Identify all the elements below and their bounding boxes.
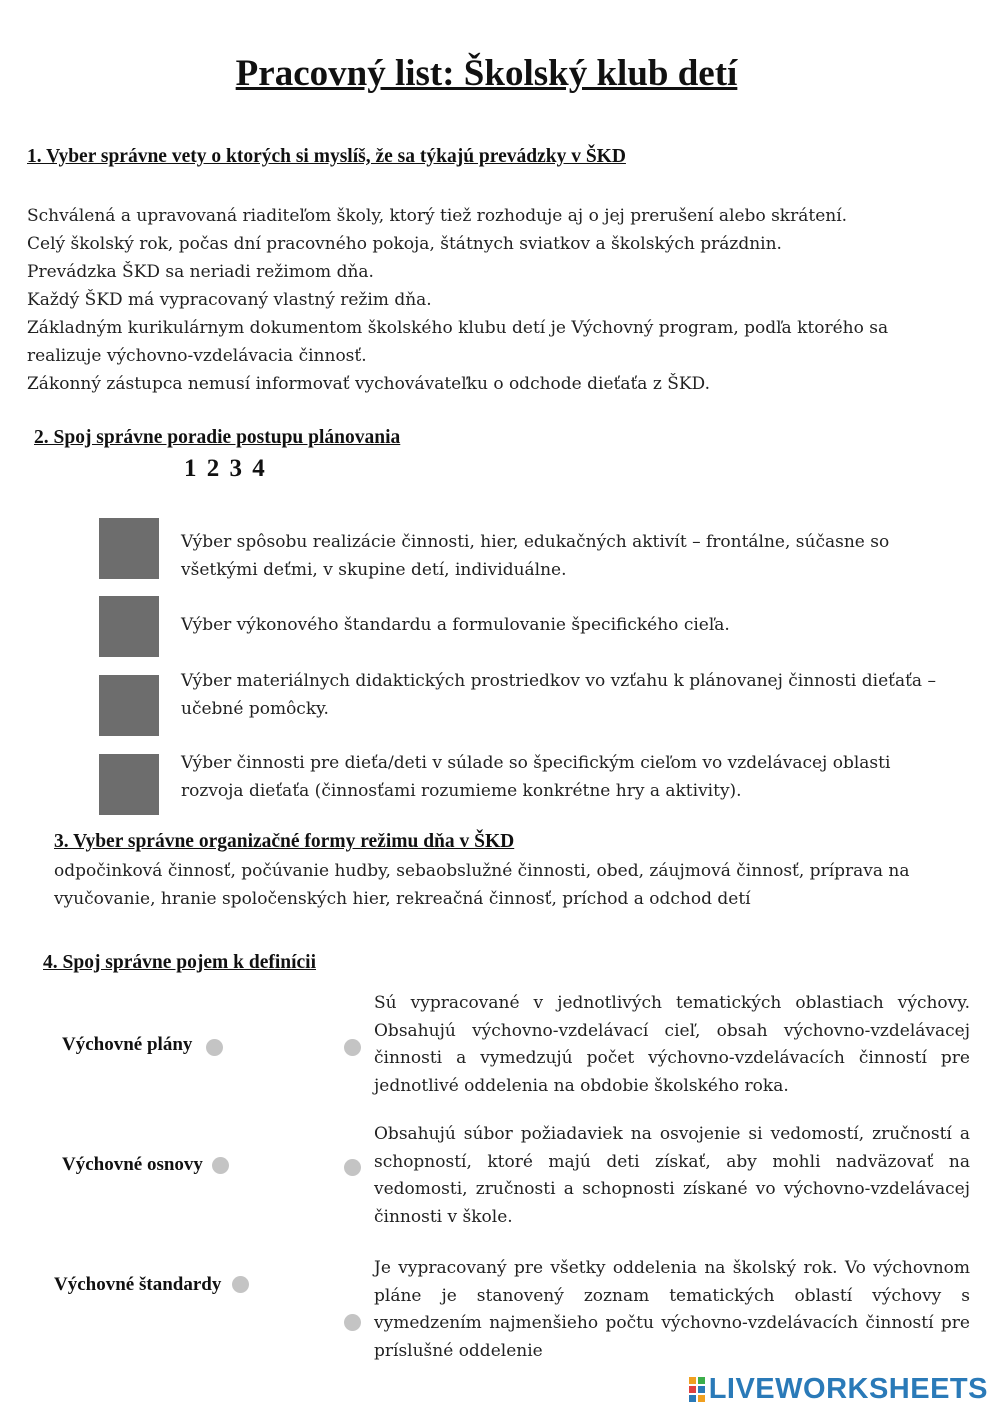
sentence-option[interactable]: Zákonný zástupca nemusí informovať vychovávateľku o odchode dieťaťa z ŠKD. <box>27 374 710 394</box>
sentence-option[interactable]: Každý ŠKD má vypracovaný vlastný režim dňa. <box>27 290 432 310</box>
term-label: Výchovné plány <box>62 1034 193 1055</box>
definition-connector-dot[interactable] <box>344 1159 361 1176</box>
term-label: Výchovné osnovy <box>62 1154 203 1175</box>
term-connector-dot[interactable] <box>212 1157 229 1174</box>
order-drop-box[interactable] <box>99 675 159 736</box>
section2-heading: 2. Spoj správne poradie postupu plánovania <box>34 427 401 448</box>
liveworksheets-logo <box>689 1373 988 1406</box>
term-connector-dot[interactable] <box>206 1039 223 1056</box>
section1-heading: 1. Vyber správne vety o ktorých si myslíš, že sa týkajú prevádzky v ŠKD <box>27 146 626 167</box>
definition-connector-dot[interactable] <box>344 1314 361 1331</box>
section3-heading: 3. Vyber správne organizačné formy režimu dňa v ŠKD <box>54 831 515 852</box>
definition-text: Je vypracovaný pre všetky oddelenia na školský rok. Vo výchovnom pláne je stanovený zoznam tematických oblastí výchovy s vymedzením najmenšieho počtu výchovno-vzdelávacích činností pre príslušné oddelenie <box>374 1258 970 1361</box>
step-text: Výber výkonového štandardu a formulovanie špecifického cieľa. <box>181 615 730 635</box>
step-text: Výber materiálnych didaktických prostriedkov vo vzťahu k plánovanej činnosti dieťaťa – učebné pomôcky. <box>181 671 936 719</box>
step-text: Výber činnosti pre dieťa/deti v súlade so špecifickým cieľom vo vzdelávacej oblasti rozvoja dieťaťa (činnosťami rozumieme konkrétne hry a aktivity). <box>181 753 891 801</box>
section3-forms <box>54 857 910 913</box>
order-drop-box[interactable] <box>99 754 159 815</box>
liveworksheets-logo-icon <box>689 1377 705 1402</box>
order-numbers: 1 2 3 4 <box>184 455 265 482</box>
logo-text: LIVEWORKSHEETS <box>708 1373 988 1405</box>
step-text: Výber spôsobu realizácie činnosti, hier, edukačných aktivít – frontálne, súčasne so všetkými deťmi, v skupine detí, individuálne. <box>181 532 890 580</box>
term-connector-dot[interactable] <box>232 1276 249 1293</box>
sentence-option[interactable]: realizuje výchovno-vzdelávacia činnosť. <box>27 346 367 366</box>
definition-connector-dot[interactable] <box>344 1039 361 1056</box>
sentence-option[interactable]: Prevádzka ŠKD sa neriadi režimom dňa. <box>27 262 374 282</box>
definition-text: Sú vypracované v jednotlivých tematických oblastiach výchovy. Obsahujú výchovno-vzdelávací cieľ, obsah výchovno-vzdelávacej činnosti a vymedzujú počet výchovno-vzdelávacích činností pre jednotlivé oddelenia na obdobie školského roka. <box>374 993 970 1096</box>
sentence-option[interactable]: Základným kurikulárnym dokumentom školského klubu detí je Výchovný program, podľa ktorého sa <box>27 318 889 338</box>
forms-line[interactable]: vyučovanie, hranie spoločenských hier, rekreačná činnosť, príchod a odchod detí <box>54 889 751 909</box>
section1-sentences <box>27 202 888 398</box>
order-drop-box[interactable] <box>99 518 159 579</box>
page-title: Pracovný list: Školský klub detí <box>235 53 738 94</box>
section4-heading: 4. Spoj správne pojem k definícii <box>43 952 317 973</box>
sentence-option[interactable]: Schválená a upravovaná riaditeľom školy, ktorý tiež rozhoduje aj o jej prerušení alebo skrátení. <box>27 206 848 226</box>
forms-line[interactable]: odpočinková činnosť, počúvanie hudby, sebaobslužné činnosti, obed, záujmová činnosť, príprava na <box>54 861 910 881</box>
sentence-option[interactable]: Celý školský rok, počas dní pracovného pokoja, štátnych sviatkov a školských prázdnin. <box>27 234 782 254</box>
order-drop-box[interactable] <box>99 596 159 657</box>
definition-text: Obsahujú súbor požiadaviek na osvojenie si vedomostí, zručností a schopností, ktoré majú deti získať, aby mohli nadväzovať na vedomosti, zručnosti a schopnosti získané vo výchovno-vzdelávacej činnosti v škole. <box>374 1124 970 1227</box>
term-label: Výchovné štandardy <box>54 1274 222 1295</box>
